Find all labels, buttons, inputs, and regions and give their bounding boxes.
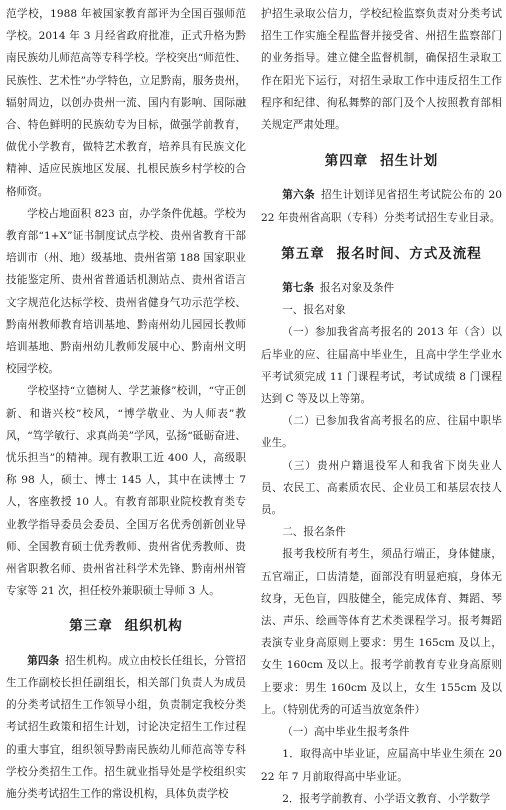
chapter-5-heading bbox=[261, 243, 502, 265]
chapter-3-number: 第三章 bbox=[69, 618, 113, 635]
right-column bbox=[261, 3, 502, 810]
intro-paragraph: 范学校，1988 年被国家教育部评为全国百强师范学校。2014 年 3 月经省政府批准，正式升格为黔南民族幼儿师范高等专科学校。学校突出“师范性、民族性、艺术性”办学特色，立足黔南，服务贵州，辐射周边，以创办贵州一流、国内有影响、国际融合、特色鲜明的民族幼专为目标，做强学前教育，做优小学教育，做特艺术教育，培养具有民族文化精神、适应民族地区发展、扎根民族乡村学校的合格师资。 bbox=[6, 8, 246, 198]
section-1-heading: 一、报名对象 bbox=[282, 304, 346, 317]
article-4-paragraph bbox=[6, 650, 246, 805]
motto-paragraph: 学校坚持“立德树人、学艺兼修”校训，“守正创新、和谐兴校”校风，“博学敬业、为人师表”教风，“笃学敏行、求真尚美”学风，弘扬“砥砺奋进、忧乐担当”的精神。现有教职工近 400 人，高级职称 98 人，硕士、博士 145 人，其中在读博士 7 人，客座教授 10 人。有教育部职业院校教育类专业教学指导委员会委员、全国万名优秀创新创业导师、全国教育硕士优秀教师、贵州省优秀教师、贵州省职教名师、贵州省社科学术先锋、黔南州州管专家等 21 次，担任校外兼职硕士导师 3 人。 bbox=[6, 385, 246, 598]
article-6-text: 招生计划详见省招生考试院公布的 2022 年贵州省高职（专科）分类考试招生专业目录。 bbox=[261, 189, 502, 224]
campus-paragraph: 学校占地面积 823 亩，办学条件优越。学校为教育部“1+X”证书制度试点学校、贵州省教育干部培训市（州、地）级基地、贵州省第 188 国家职业技能鉴定所、贵州省普通话机测站点、贵州省语言文字规范化达标学校、贵州省健身气功示范学校、黔南州教师教育培训基地、黔南州幼儿园园长教师培训基地、黔南州幼儿教师发展中心、黔南州文明校园学校。 bbox=[6, 207, 246, 376]
chapter-5-title: 报名时间、方式及流程 bbox=[336, 245, 482, 262]
section-1-item-3: （三）贵州户籍退役军人和我省下岗失业人员、农民工、高素质农民、企业员工和基层农技人员。 bbox=[261, 459, 502, 517]
section-2-heading: 二、报名条件 bbox=[282, 526, 346, 539]
chapter-4-heading bbox=[261, 150, 502, 172]
document-page bbox=[6, 0, 502, 805]
chapter-4-number: 第四章 bbox=[324, 153, 369, 170]
chapter-4-title: 招生计划 bbox=[380, 153, 439, 170]
article-6-paragraph bbox=[261, 184, 502, 228]
article-4-text: 招生机构。成立由校长任组长，分管招生工作副校长担任副组长，相关部门负责人为成员的分类考试招生工作领导小组，负责制定我校分类考试招生政策和招生计划，讨论决定招生工作过程的重大事宜，组织领导黔南民族幼儿师范高等专科学校分类招生工作。招生就业指导处是学校组织实施分类考试招生工作的常设机构，具体负责学校 bbox=[6, 654, 247, 800]
article-7-text: 报名对象及条件 bbox=[319, 282, 395, 295]
chapter-3-title: 组织机构 bbox=[124, 618, 183, 635]
section-2-item-1: （一）高中毕业生报考条件 bbox=[282, 726, 410, 739]
supervision-paragraph: 护招生录取公信力，学校纪检监察负责对分类考试招生工作实施全程监督并接受省、州招生监察部门的业务指导。建立健全监督机制，确保招生录取工作在阳光下运行，对招生录取工作中违反招生工作程序和纪律、徇私舞弊的部门及个人按照教育部相关规定严肃处理。 bbox=[261, 8, 502, 132]
chapter-5-number: 第五章 bbox=[281, 245, 325, 262]
article-7-paragraph bbox=[261, 277, 502, 299]
section-1-item-2: （二）已参加我省高考报名的应、往届中职毕业生。 bbox=[261, 415, 502, 450]
section-2-item-1-1: 1．取得高中毕业证，应届高中毕业生须在 2022 年 7 月前取得高中毕业证。 bbox=[261, 748, 502, 783]
chapter-3-heading bbox=[6, 615, 246, 637]
article-4-label: 第四条 bbox=[27, 654, 60, 667]
section-1-item-1: （一）参加我省高考报名的 2013 年（含）以后毕业的应、往届高中毕业生，且高中学生学业水平考试须完成 11 门课程考试，考试成绩 8 门课程达到 C 等及以上等第。 bbox=[261, 326, 502, 406]
section-2-item-1-2: 2．报考学前教育、小学语文教育、小学数学 bbox=[282, 792, 491, 805]
article-6-label: 第六条 bbox=[282, 189, 315, 202]
left-column bbox=[6, 3, 246, 805]
section-2-paragraph: 报考我校所有考生，须品行端正，身体健康，五官端正，口齿清楚，面部没有明显疤痕，身体无纹身，无色盲，四肢健全，能完成体育、舞蹈、琴法、声乐、绘画等体育艺术类课程学习。报考舞蹈表演专业身高原则上要求：男生 165cm 及以上，女生 160cm 及以上。报考学前教育专业身高原则上要求：男生 160cm 及以上，女生 155cm 及以上。（特别优秀的可适当放宽条件） bbox=[261, 548, 502, 716]
article-7-label: 第七条 bbox=[282, 282, 314, 295]
